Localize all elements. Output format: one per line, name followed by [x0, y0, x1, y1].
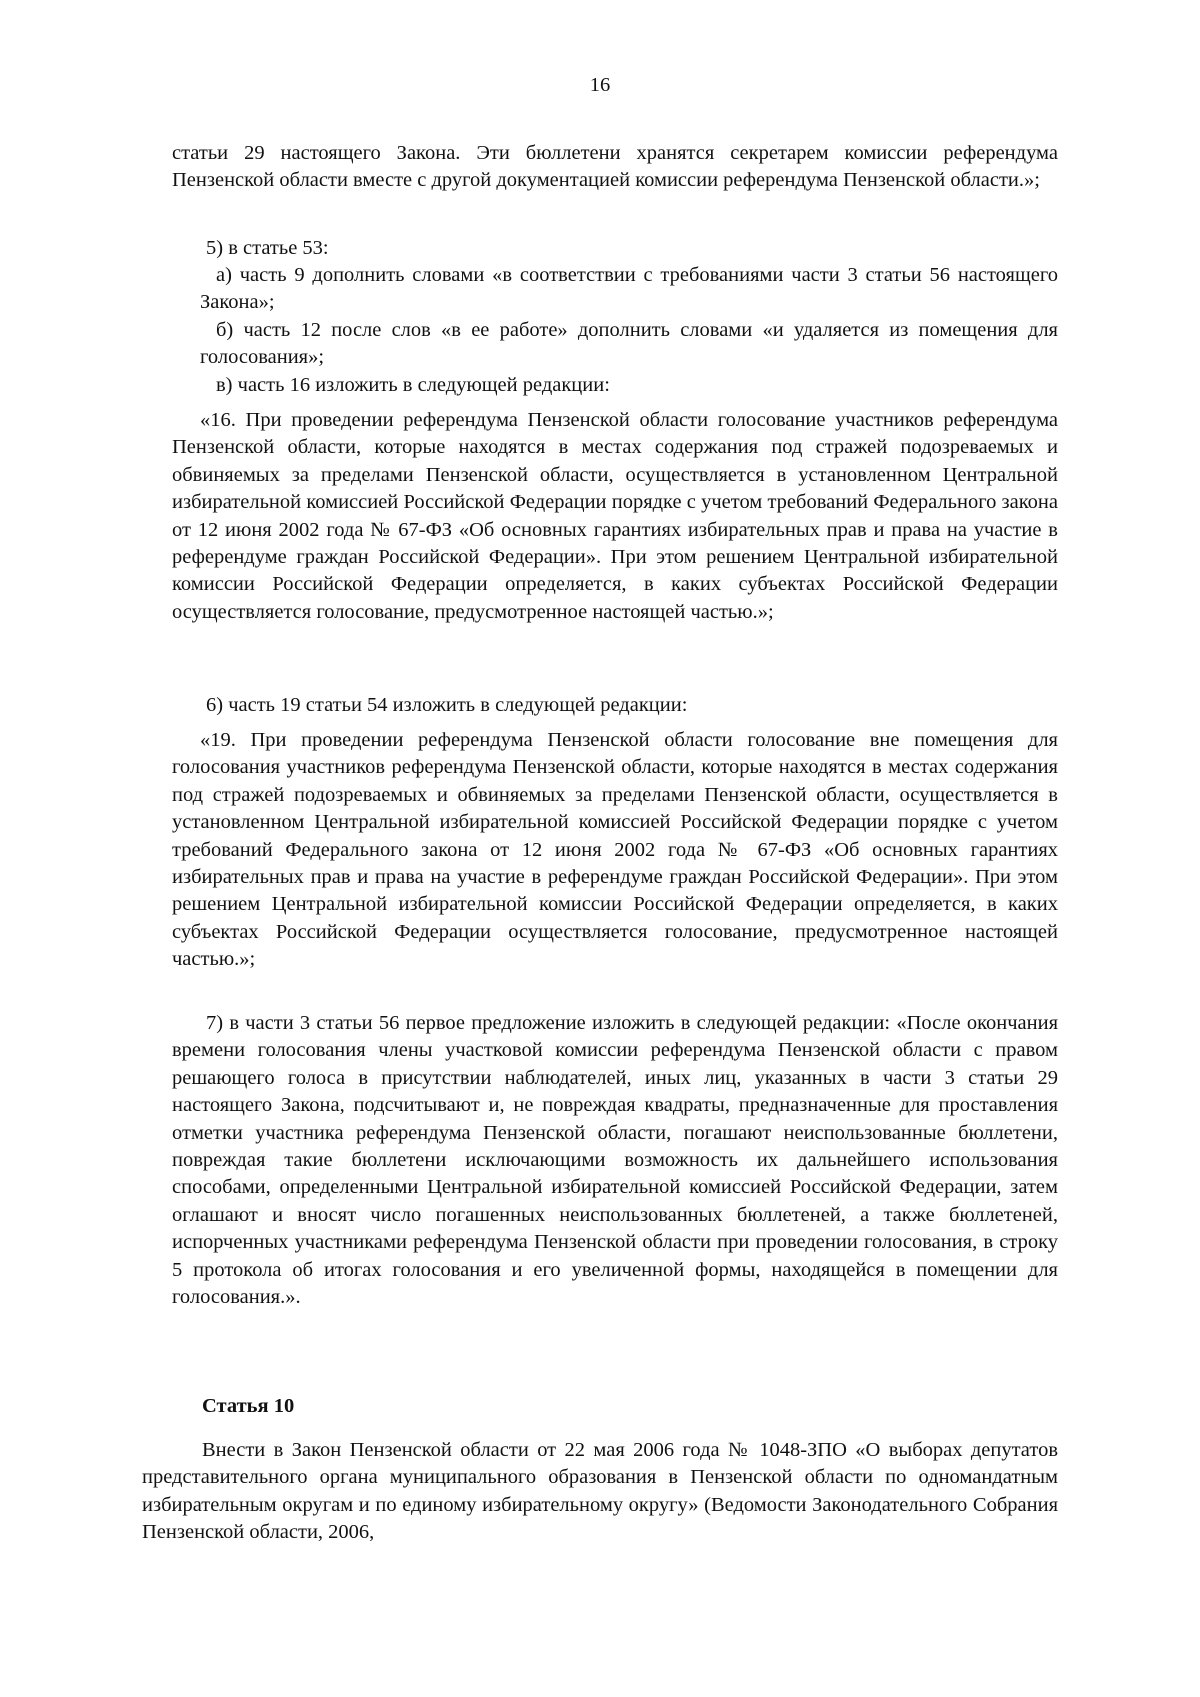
page-number: 16 [589, 74, 611, 96]
article-heading: Статья 10 [202, 1395, 295, 1417]
quoted-part-19: «19. При проведении референдума Пензенской области голосование вне помещения для голосования участников референдума Пензенской области, которые находятся в местах содержания под стражей подозреваемых и обвиняемых за пределами Пензенской области, осуществляется в установленном Центральной избирательной комиссией Российской Федерации порядке с учетом требований Федерального закона от 12 июня 2002 года № 67-ФЗ «Об основных гарантиях избирательных прав и права на участие в референдуме граждан Российской Федерации». При этом решением Центральной избирательной комиссии Российской Федерации определяется, в каких субъектах Российской Федерации осуществляется голосование, предусмотренное настоящей частью.»; [172, 729, 1058, 971]
paragraph-continuation: статьи 29 настоящего Закона. Эти бюллетени хранятся секретарем комиссии референдума Пензенской области вместе с другой документацией комиссии референдума Пензенской области.»; [172, 142, 1058, 192]
sub-item-a: а) часть 9 дополнить словами «в соответствии с требованиями части 3 статьи 56 настоящего Закона»; [200, 264, 1058, 314]
sub-item-c: в) часть 16 изложить в следующей редакции: [216, 374, 610, 396]
list-item-6: 6) часть 19 статьи 54 изложить в следующей редакции: [206, 694, 688, 716]
list-item-5: 5) в статье 53: [206, 237, 329, 259]
list-item-7: 7) в части 3 статьи 56 первое предложение изложить в следующей редакции: «После окончания времени голосования члены участковой комиссии референдума Пензенской области с правом решающего голоса в присутствии наблюдателей, иных лиц, указанных в части 3 статьи 29 настоящего Закона, подсчитывают и, не повреждая квадраты, предназначенные для проставления отметки участника референдума Пензенской области, погашают неиспользованные бюллетени, повреждая такие бюллетени исключающими возможность их дальнейшего использования способами, определенными Центральной избирательной комиссией Российской Федерации, затем оглашают и вносят число погашенных неиспользованных бюллетеней, а также бюллетеней, испорченных участниками референдума Пензенской области при проведении голосования, в строку 5 протокола об итогах голосования и его увеличенной формы, находящейся в помещении для голосования.». [172, 1012, 1058, 1309]
quoted-part-16: «16. При проведении референдума Пензенской области голосование участников референдума Пензенской области, которые находятся в местах содержания под стражей подозреваемых и обвиняемых за пределами Пензенской области, осуществляется в установленном Центральной избирательной комиссией Российской Федерации порядке с учетом требований Федерального закона от 12 июня 2002 года № 67-ФЗ «Об основных гарантиях избирательных прав и права на участие в референдуме граждан Российской Федерации». При этом решением Центральной избирательной комиссии Российской Федерации определяется, в каких субъектах Российской Федерации осуществляется голосование, предусмотренное настоящей частью.»; [172, 409, 1058, 623]
article-10-text: Внести в Закон Пензенской области от 22 мая 2006 года № 1048-ЗПО «О выборах депутатов представительного органа муниципального образования в Пензенской области по одномандатным избирательным округам и по единому избирательному округу» (Ведомости Законодательного Собрания Пензенской области, 2006, [142, 1439, 1058, 1544]
sub-item-b: б) часть 12 после слов «в ее работе» дополнить словами «и удаляется из помещения для голосования»; [200, 319, 1058, 369]
